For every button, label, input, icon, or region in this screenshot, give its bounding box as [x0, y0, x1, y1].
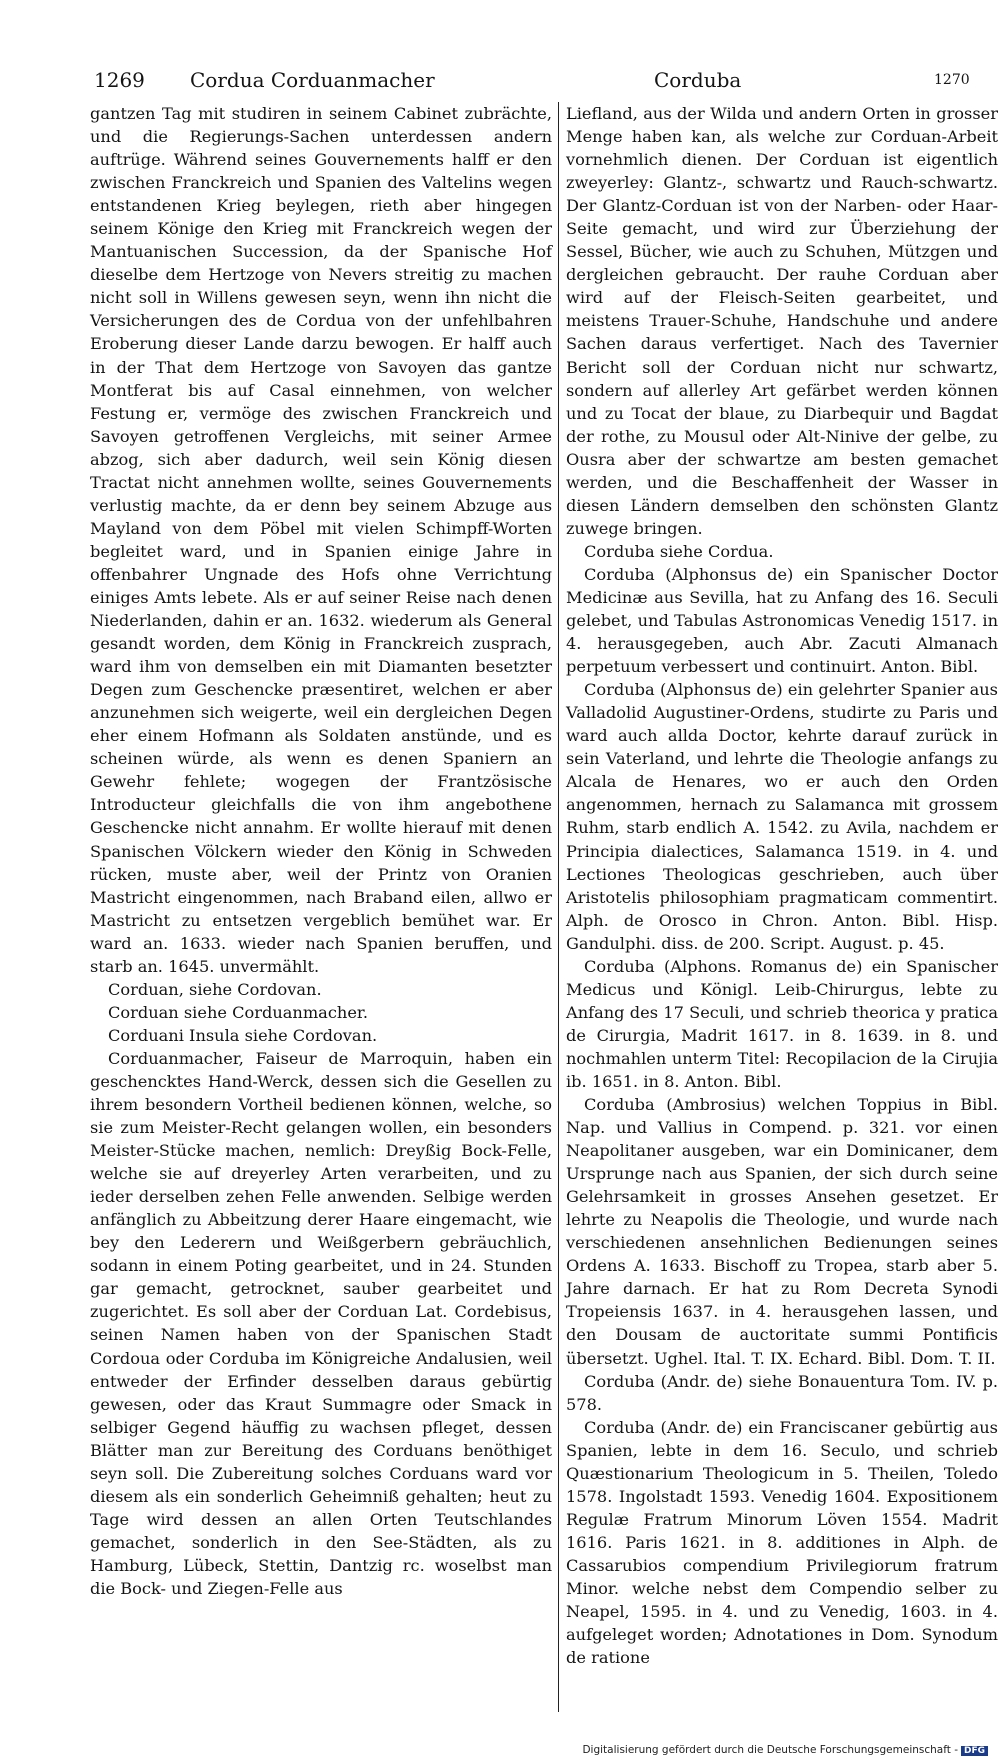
left-running-title: Cordua Corduanmacher [190, 68, 435, 92]
entry-corduba-andr: Corduba (Andr. de) ein Franciscaner gebürtig aus Spanien, lebte in dem 16. Seculo, und schrieb Quæstionarium Theologicum in 5. Theilen, Toledo 1578. Ingolstadt 1593. Venedig 1604. Expositionem Regulæ Fratrum Minorum Löven 1554. Madrit 1616. Paris 1621. in 8. additiones in Alph. de Cassarubios compendium Privilegiorum fratrum Minor. welche nebst dem Compendio selber zu Neapel, 1595. in 4. und zu Venedig, 1603. in 4. aufgeleget worden; Adnotationes in Dom. Synodum de ratione [566, 1417, 998, 1668]
right-page-number: 1270 [934, 72, 970, 88]
credit-text: Digitalisierung gefördert durch die Deutsche Forschungsgemeinschaft - [582, 1744, 958, 1756]
paragraph-cordua-continued: gantzen Tag mit studiren in seinem Cabinet zubrächte, und die Regierungs-Sachen unterdessen andern auftrüge. Während seines Gouvernements halff er den zwischen Franckreich und Spanien des Valtelins wegen entstandenen Krieg beylegen, rieth aber hingegen seinem Könige den Krieg mit Franckreich wegen der Mantuanischen Succession, da der Spanische Hof dieselbe dem Hertzoge von Nevers streitig zu machen nicht soll in Willens gewesen seyn, wenn ihn nicht die Versicherungen des de Cordua von der unfehlbahren Eroberung dieser Lande darzu bewogen. Er halff auch in der That dem Hertzoge von Savoyen das gantze Montferat bis auf Casal einnehmen, von welcher Festung er, vermöge des zwischen Franckreich und Savoyen getroffenen Vergleichs, mit seiner Armee abzog, sich aber dadurch, weil sein König diesen Tractat nicht annehmen wollte, seines Gouvernements verlustig machte, da er denn bey seinem Abzuge aus Mayland von dem Pöbel mit vielen Schimpff-Worten begleitet ward, und in Spanien einige Jahre in offenbahrer Ungnade des Hofs ohne Verrichtung einiges Amts lebete. Als er auf seiner Reise nach denen Niederlanden, dahin er an. 1632. wiederum als General gesandt worden, dem König in Franckreich zusprach, ward ihm von demselben ein mit Diamanten besetzter Degen zum Geschencke præsentiret, welchen er aber anzunehmen sich weigerte, weil ein dergleichen Degen eher einem Hofmann als Soldaten anstünde, und es scheinen würde, als wenn es denen Spaniern an Gewehr fehlete; wogegen der Frantzösische Introducteur gleichfalls die von ihm angebothene Geschencke nicht annahm. Er wollte hierauf mit denen Spanischen Völckern wieder den König in Schweden rücken, muste aber, weil der Printz von Oranien Mastricht eingenommen, nach Braband eilen, allwo er Mastricht zu entsetzen vergeblich bemühet war. Er ward an. 1633. wieder nach Spanien beruffen, und starb an. 1645. unvermählt. [90, 104, 552, 976]
paragraph-corduan-continued: Liefland, aus der Wilda und andern Orten in grosser Menge haben kan, als welche zur Corduan-Arbeit vornehmlich dienen. Der Corduan ist eigentlich zweyerley: Glantz-, schwartz und Rauch-schwartz. Der Glantz-Corduan ist von der Narben- oder Haar-Seite gemacht, und wird zur Überziehung der Sessel, Bücher, wie auch zu Schuhen, Mützgen und dergleichen gebraucht. Der rauhe Corduan aber wird auf der Fleisch-Seiten gearbeitet, und meistens Trauer-Schuhe, Handschuhe und andere Sachen daraus verfertiget. Nach des Tavernier Bericht soll der Corduan nicht nur schwartz, sondern auf allerley Art gefärbet werden können und zu Tocat der blaue, zu Diarbequir und Bagdat der rothe, zu Mousul oder Alt-Ninive der gelbe, zu Ousra aber der schwartze am besten gemachet werden, und die Beschaffenheit der Wasser in diesen Ländern demselben den schönsten Glantz zuwege bringen. [566, 104, 998, 538]
left-page-number: 1269 [94, 68, 145, 92]
column-divider [558, 102, 559, 1712]
left-column [90, 102, 552, 1600]
entry-corduba-alphonsus-2: Corduba (Alphonsus de) ein gelehrter Spanier aus Valladolid Augustiner-Ordens, studirte zu Paris und ward auch allda Doctor, kehrte darauf zurück in sein Vaterland, und lehrte die Theologie anfangs zu Alcala de Henares, wo er auch den Orden angenommen, hernach zu Salamanca mit grossem Ruhm, starb endlich A. 1542. zu Avila, nachdem er Principia dialectices, Salamanca 1519. in 4. und Lectiones Theologicas geschrieben, auch über Aristotelis philosophiam pragmaticam commentirt. Alph. de Orosco in Chron. Anton. Bibl. Hisp. Gandulphi. diss. de 200. Script. August. p. 45. [566, 680, 998, 953]
entry-corduan: Corduan, siehe Cordovan. [108, 979, 322, 999]
entry-corduba-ambrosius: Corduba (Ambrosius) welchen Toppius in Bibl. Nap. und Vallius in Compend. p. 321. vor einen Neapolitaner ausgeben, war ein Dominicaner, dem Ursprunge nach aus Spanien, der sich durch seine Gelehrsamkeit in grosses Ansehen gesetzet. Er lehrte zu Neapolis die Theologie, und wurde nach verschiedenen ansehnlichen Bedienungen seines Ordens A. 1633. Bischoff zu Tropea, starb aber 5. Jahre darnach. Er hat zu Rom Decreta Synodi Tropeiensis 1637. in 4. herausgehen lassen, und den Dousam de auctoritate summi Pontificis übersetzt. Ughel. Ital. T. IX. Echard. Bibl. Dom. T. II. [566, 1095, 998, 1368]
entry-corduanmacher: Corduanmacher, Faiseur de Marroquin, haben ein geschencktes Hand-Werck, dessen sich die Gesellen zu ihrem besondern Vortheil bedienen können, welche, so sie zum Meister-Recht gelangen wollen, ein besonders Meister-Stücke machen, nemlich: Dreyßig Bock-Felle, welche sie auf dreyerley Arten verarbeiten, und zu ieder derselben zehen Felle anwenden. Selbige werden anfänglich zu Abbeitzung derer Haare eingemacht, wie bey den Lederern und Weißgerbern gebräuchlich, sodann in einem Poting gearbeitet, und in 24. Stunden gar gemacht, getrocknet, sauber gearbeitet und zugerichtet. Es soll aber der Corduan Lat. Cordebisus, seinen Namen haben von der Spanischen Stadt Cordoua oder Corduba im Königreiche Andalusien, weil entweder der Erfinder desselben daraus gebürtig gewesen, oder das Kraut Summagre oder Smack in selbiger Gegend häuffig zu wachsen pfleget, dessen Blätter man zur Bereitung des Corduans benöthiget seyn soll. Die Zubereitung solches Corduans ward vor diesem als ein sonderlich Geheimniß gehalten; heut zu Tage wird dessen an allen Orten Teutschlandes gemachet, sonderlich in den See-Städten, als zu Hamburg, Lübeck, Stettin, Dantzig rc. woselbst man die Bock- und Ziegen-Felle aus [90, 1048, 552, 1598]
entry-corduba-alphons-romanus: Corduba (Alphons. Romanus de) ein Spanischer Medicus und Königl. Leib-Chirurgus, lebte zu Anfang des 17 Seculi, und schrieb theorica y pratica de Cirurgia, Madrit 1617. in 8. 1639. in 8. und nochmahlen unterm Titel: Recopilacion de la Cirujia ib. 1651. in 8. Anton. Bibl. [566, 956, 998, 1091]
book-page [82, 62, 998, 1732]
entry-corduba-ref: Corduba siehe Cordua. [584, 541, 774, 561]
entry-corduba-andr-ref: Corduba (Andr. de) siehe Bonauentura Tom. IV. p. 578. [566, 1371, 998, 1414]
entry-corduan-ref: Corduan siehe Corduanmacher. [108, 1002, 369, 1022]
entry-corduani-insula: Corduani Insula siehe Cordovan. [108, 1025, 378, 1045]
right-running-title: Corduba [654, 68, 742, 92]
digitization-credit [582, 1744, 988, 1756]
running-header [94, 68, 970, 98]
right-column [566, 102, 998, 1669]
dfg-logo: DFG [961, 1746, 988, 1756]
entry-corduba-alphonsus-1: Corduba (Alphonsus de) ein Spanischer Doctor Medicinæ aus Sevilla, hat zu Anfang des 16. Seculi gelebet, und Tabulas Astronomicas Venedig 1517. in 4. herausgegeben, auch Abr. Zacuti Almanach perpetuum verbessert und continuirt. Anton. Bibl. [566, 564, 998, 677]
